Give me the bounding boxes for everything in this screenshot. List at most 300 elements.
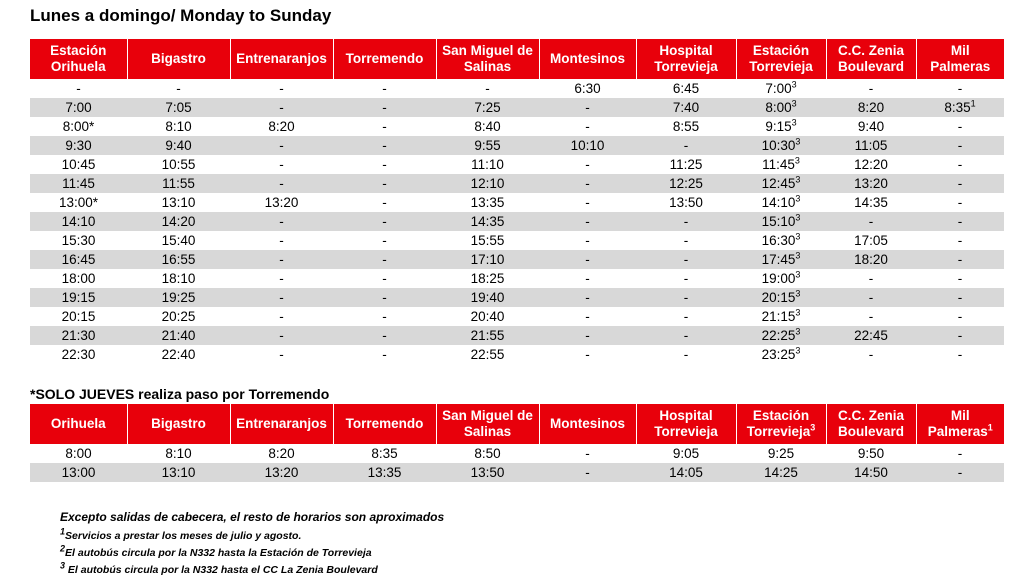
table-row [30, 174, 1004, 193]
time-value: - [868, 81, 874, 96]
column-header-label: C.C. Zenia [837, 43, 904, 58]
time-value: - [868, 271, 874, 286]
time-cell [30, 307, 127, 326]
time-cell [736, 463, 826, 482]
time-value: - [279, 290, 284, 305]
time-value: 15:10 [761, 214, 796, 229]
column-header-label: Palmeras [927, 424, 988, 439]
time-value: 11:55 [162, 176, 195, 191]
time-cell [127, 212, 230, 231]
table-header-row [30, 404, 1004, 444]
footnote-mark: 3 [795, 288, 801, 299]
column-header-label: Bigastro [151, 51, 206, 66]
time-cell [127, 288, 230, 307]
time-value: - [585, 214, 590, 229]
time-value: - [382, 347, 387, 362]
time-value: 8:20 [268, 119, 295, 134]
time-value: 8:20 [857, 100, 885, 115]
time-cell [636, 444, 736, 463]
time-value: 12:20 [854, 157, 888, 172]
page-title: Lunes a domingo/ Monday to Sunday [30, 6, 332, 25]
time-cell [230, 155, 333, 174]
time-value: - [957, 157, 963, 172]
time-value: 17:05 [854, 233, 888, 248]
column-header-label: Hospital [659, 43, 713, 58]
time-cell [636, 155, 736, 174]
table-header-row [30, 39, 1004, 79]
time-value: 11:10 [471, 157, 504, 172]
time-cell [636, 136, 736, 155]
column-header-label: Estación [752, 43, 810, 58]
time-cell [436, 269, 539, 288]
time-cell [30, 269, 127, 288]
footnote-mark: 3 [795, 231, 801, 242]
time-cell [436, 193, 539, 212]
footnote [60, 545, 444, 562]
time-value: - [485, 81, 490, 96]
table-row [30, 231, 1004, 250]
time-value: 21:30 [61, 328, 96, 343]
time-cell [30, 345, 127, 364]
time-value: 14:10 [61, 214, 96, 229]
time-cell [826, 212, 916, 231]
column-header [826, 404, 916, 444]
column-header [127, 404, 230, 444]
time-value: - [957, 138, 963, 153]
time-value: 8:55 [672, 119, 700, 134]
schedule-table-thursday [30, 404, 1004, 482]
time-value: - [382, 100, 387, 115]
time-value: - [585, 271, 590, 286]
column-header [826, 39, 916, 79]
time-value: 13:00 [61, 465, 96, 480]
time-cell [230, 250, 333, 269]
time-value: - [957, 195, 963, 210]
time-value: - [957, 233, 963, 248]
column-header [916, 39, 1004, 79]
time-value: - [585, 176, 590, 191]
column-header-label: Hospital [659, 408, 713, 423]
time-value: 22:45 [854, 328, 888, 343]
time-cell [333, 117, 436, 136]
time-cell [30, 444, 127, 463]
time-cell [736, 345, 826, 364]
time-cell [30, 463, 127, 482]
time-cell [736, 326, 826, 345]
time-cell [736, 193, 826, 212]
time-value: 13:10 [161, 465, 196, 480]
column-header [539, 404, 636, 444]
column-header [736, 39, 826, 79]
time-value: 9:15 [765, 119, 792, 134]
time-cell [636, 212, 736, 231]
footnote-mark: 3 [791, 98, 797, 109]
column-header-label: Palmeras [930, 59, 991, 74]
column-header [230, 39, 333, 79]
time-cell [333, 288, 436, 307]
footnote-mark: 1 [987, 422, 993, 433]
time-value: 7:00 [765, 81, 792, 96]
time-value: - [279, 347, 284, 362]
time-value: - [868, 309, 874, 324]
time-value: 18:00 [61, 271, 96, 286]
table-row [30, 307, 1004, 326]
column-header [436, 404, 539, 444]
time-cell [127, 193, 230, 212]
time-cell [333, 136, 436, 155]
time-cell [826, 463, 916, 482]
time-value: 9:05 [672, 446, 700, 461]
time-cell [30, 326, 127, 345]
time-cell [916, 307, 1004, 326]
time-cell [826, 269, 916, 288]
time-value: 8:00 [65, 446, 92, 461]
table-row [30, 155, 1004, 174]
time-cell [736, 231, 826, 250]
time-value: - [382, 119, 387, 134]
time-cell [30, 136, 127, 155]
time-cell [539, 326, 636, 345]
time-cell [230, 98, 333, 117]
time-cell [539, 444, 636, 463]
footnote-mark: 3 [795, 250, 801, 261]
time-cell [539, 463, 636, 482]
table-row [30, 79, 1004, 98]
time-value: 13:10 [161, 195, 196, 210]
time-cell [826, 136, 916, 155]
time-cell [539, 345, 636, 364]
column-header-label: San Miguel de [442, 408, 533, 423]
time-value: - [683, 138, 689, 153]
time-cell [636, 117, 736, 136]
time-value: - [279, 233, 284, 248]
time-value: - [957, 290, 963, 305]
time-value: - [382, 214, 387, 229]
column-header-label: Salinas [463, 59, 512, 74]
time-cell [333, 98, 436, 117]
footnote-mark: 3 [795, 307, 801, 318]
column-header-label: Orihuela [50, 416, 106, 431]
time-value: - [868, 347, 874, 362]
time-value: - [957, 309, 963, 324]
time-value: - [382, 138, 387, 153]
time-cell [916, 193, 1004, 212]
time-value: 20:15 [61, 309, 96, 324]
time-cell [736, 269, 826, 288]
time-cell [127, 250, 230, 269]
time-cell [916, 212, 1004, 231]
time-value: - [585, 328, 590, 343]
time-value: - [585, 233, 590, 248]
time-value: 9:55 [474, 138, 501, 153]
time-value: - [868, 214, 874, 229]
time-cell [230, 117, 333, 136]
footnote-text: El autobús circula por la N332 hasta el CC La Zenia Boulevard [65, 564, 378, 576]
time-value: - [957, 328, 963, 343]
column-header-label: Torremendo [345, 51, 424, 66]
time-value: - [76, 81, 81, 96]
column-header [333, 404, 436, 444]
column-header [30, 39, 127, 79]
footnote [60, 528, 444, 545]
time-cell [436, 79, 539, 98]
column-header-label: Torrevieja [654, 424, 718, 439]
time-cell [333, 269, 436, 288]
time-value: - [957, 347, 963, 362]
time-cell [916, 288, 1004, 307]
column-header-label: Torrevieja [654, 59, 718, 74]
time-cell [826, 326, 916, 345]
time-cell [436, 98, 539, 117]
footnote-mark: 3 [60, 560, 66, 571]
footnote-text: Servicios a prestar los meses de julio y agosto. [65, 530, 302, 542]
time-value: 21:40 [161, 328, 196, 343]
time-value: - [279, 138, 284, 153]
time-cell [916, 79, 1004, 98]
table-row [30, 212, 1004, 231]
time-value: - [585, 290, 590, 305]
footnote-mark: 3 [795, 326, 801, 337]
time-cell [127, 79, 230, 98]
time-value: 9:40 [165, 138, 192, 153]
time-value: 14:50 [854, 465, 888, 480]
time-value: - [279, 176, 284, 191]
time-cell [826, 174, 916, 193]
time-value: 8:00 [765, 100, 792, 115]
time-cell [30, 193, 127, 212]
time-value: 12:25 [669, 176, 703, 191]
time-cell [230, 307, 333, 326]
time-cell [333, 345, 436, 364]
time-cell [333, 212, 436, 231]
time-cell [826, 307, 916, 326]
time-cell [539, 231, 636, 250]
time-cell [636, 98, 736, 117]
column-header-label: Mil [950, 408, 970, 423]
footnote [60, 562, 444, 579]
time-cell [30, 231, 127, 250]
time-value: - [585, 157, 590, 172]
table-row [30, 288, 1004, 307]
table-row [30, 250, 1004, 269]
time-cell [30, 250, 127, 269]
column-header-label: Boulevard [837, 59, 905, 74]
time-value: 22:40 [161, 347, 196, 362]
time-cell [230, 288, 333, 307]
time-cell [436, 463, 539, 482]
table-row [30, 269, 1004, 288]
column-header-label: Orihuela [50, 59, 106, 74]
time-value: - [279, 252, 284, 267]
table-row [30, 444, 1004, 463]
time-value: - [382, 290, 387, 305]
footnote-mark: 3 [795, 269, 801, 280]
time-cell [30, 288, 127, 307]
column-header-label: Estación [752, 408, 810, 423]
column-header [636, 404, 736, 444]
time-value: 13:35 [367, 465, 402, 480]
time-cell [333, 79, 436, 98]
table-row [30, 345, 1004, 364]
time-value: 23:25 [761, 347, 796, 362]
time-value: 14:20 [161, 214, 196, 229]
time-cell [539, 79, 636, 98]
column-header-label: Entrenaranjos [236, 416, 327, 431]
time-value: - [279, 328, 284, 343]
footnotes [60, 510, 444, 579]
time-cell [916, 174, 1004, 193]
time-cell [736, 174, 826, 193]
time-value: - [585, 119, 590, 134]
time-value: - [957, 252, 963, 267]
time-value: - [279, 271, 284, 286]
time-value: 16:55 [161, 252, 196, 267]
time-value: 13:20 [264, 465, 299, 480]
time-cell [826, 231, 916, 250]
footnote-mark: 1 [60, 526, 66, 537]
time-value: 13:35 [470, 195, 505, 210]
time-cell [539, 155, 636, 174]
time-cell [826, 250, 916, 269]
time-cell [230, 231, 333, 250]
time-cell [826, 193, 916, 212]
time-value: - [279, 309, 284, 324]
column-header [539, 39, 636, 79]
time-value: 20:40 [470, 309, 505, 324]
notes-main: Excepto salidas de cabecera, el resto de horarios son aproximados [60, 510, 445, 524]
time-cell [30, 79, 127, 98]
time-value: 8:50 [474, 446, 501, 461]
column-header-label: San Miguel de [442, 43, 533, 58]
time-value: 18:25 [470, 271, 505, 286]
time-cell [916, 250, 1004, 269]
time-cell [127, 326, 230, 345]
time-cell [436, 136, 539, 155]
time-cell [539, 174, 636, 193]
column-header-label: Bigastro [151, 416, 206, 431]
time-value: 18:10 [161, 271, 196, 286]
time-value: 19:00 [761, 271, 796, 286]
time-value: 14:35 [470, 214, 505, 229]
time-value: - [279, 81, 284, 96]
time-value: - [683, 290, 689, 305]
column-header-label: Torrevieja [749, 59, 813, 74]
time-value: 13:50 [470, 465, 505, 480]
time-value: 8:35 [944, 100, 971, 115]
time-cell [436, 212, 539, 231]
column-header-label: Entrenaranjos [236, 51, 327, 66]
time-cell [230, 269, 333, 288]
time-value: - [176, 81, 181, 96]
time-value: 6:30 [574, 81, 601, 96]
time-value: 9:40 [857, 119, 885, 134]
time-cell [916, 136, 1004, 155]
time-value: 22:30 [61, 347, 96, 362]
time-cell [539, 307, 636, 326]
time-cell [436, 250, 539, 269]
column-header-label: C.C. Zenia [837, 408, 904, 423]
time-cell [826, 79, 916, 98]
time-value: 11:25 [669, 157, 703, 172]
time-value: 6:45 [672, 81, 700, 96]
time-cell [736, 136, 826, 155]
time-cell [736, 79, 826, 98]
time-value: - [683, 309, 689, 324]
column-header-label: Salinas [463, 424, 512, 439]
time-cell [736, 250, 826, 269]
time-cell [230, 193, 333, 212]
time-value: 8:10 [165, 119, 192, 134]
time-cell [916, 98, 1004, 117]
time-cell [736, 155, 826, 174]
time-value: - [683, 214, 689, 229]
time-cell [230, 444, 333, 463]
time-value: 14:25 [764, 465, 798, 480]
time-cell [30, 174, 127, 193]
time-cell [826, 444, 916, 463]
time-value: - [279, 157, 284, 172]
time-cell [636, 307, 736, 326]
table-row [30, 193, 1004, 212]
time-cell [333, 326, 436, 345]
time-value: - [382, 157, 387, 172]
column-header [230, 404, 333, 444]
time-value: - [683, 347, 689, 362]
time-value: 22:55 [470, 347, 505, 362]
time-cell [826, 155, 916, 174]
time-value: 11:45 [762, 157, 795, 172]
time-cell [636, 174, 736, 193]
time-value: 14:10 [761, 195, 796, 210]
time-cell [736, 444, 826, 463]
time-cell [436, 174, 539, 193]
time-cell [736, 288, 826, 307]
footnote-mark: 3 [795, 136, 801, 147]
time-value: - [957, 119, 963, 134]
time-cell [333, 155, 436, 174]
time-value: - [585, 446, 590, 461]
table-row [30, 117, 1004, 136]
time-value: 15:30 [61, 233, 96, 248]
time-cell [916, 444, 1004, 463]
time-cell [916, 463, 1004, 482]
time-value: - [957, 465, 963, 480]
time-cell [333, 231, 436, 250]
time-value: - [868, 290, 874, 305]
time-value: 7:00 [65, 100, 92, 115]
time-cell [230, 174, 333, 193]
time-value: 16:30 [761, 233, 796, 248]
column-header-label: Torrevieja [746, 424, 811, 439]
time-cell [539, 136, 636, 155]
time-cell [30, 117, 127, 136]
time-value: - [683, 233, 689, 248]
time-cell [539, 250, 636, 269]
time-cell [916, 231, 1004, 250]
time-value: 12:45 [761, 176, 796, 191]
column-header-label: Montesinos [549, 51, 625, 66]
time-value: - [279, 100, 284, 115]
time-value: 8:20 [268, 446, 295, 461]
time-value: 19:25 [161, 290, 196, 305]
time-cell [230, 463, 333, 482]
time-cell [333, 174, 436, 193]
time-cell [636, 79, 736, 98]
footnote-text: El autobús circula por la N332 hasta la Estación de Torrevieja [65, 547, 372, 559]
time-value: 8:00* [62, 119, 95, 134]
time-cell [736, 212, 826, 231]
time-cell [736, 117, 826, 136]
